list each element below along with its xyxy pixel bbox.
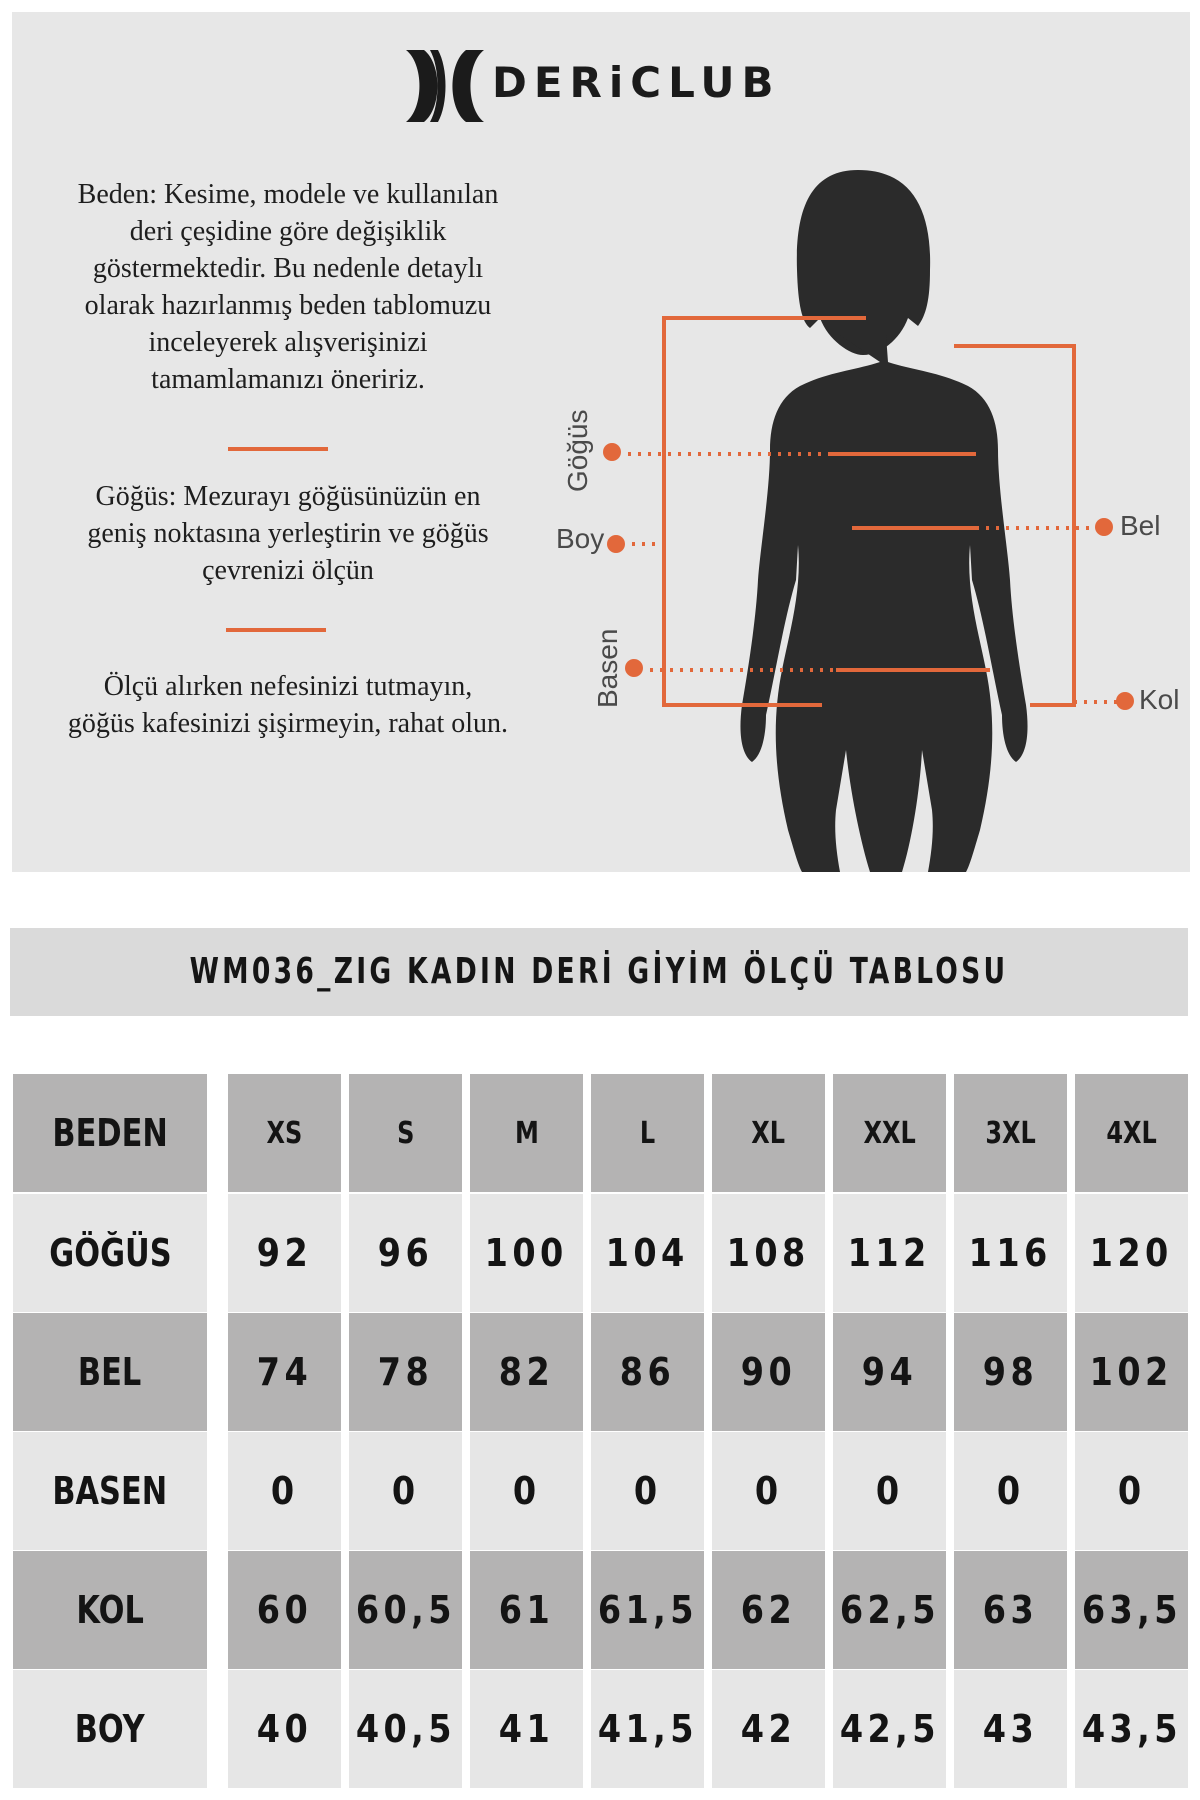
row-label-cell	[13, 1432, 207, 1550]
figure-head-shape	[797, 170, 930, 355]
sleeve-label: Kol	[1139, 684, 1180, 715]
height-label: Boy	[556, 523, 605, 554]
size-header-cell	[349, 1074, 462, 1192]
table-cell-text: 104	[605, 1231, 689, 1275]
table-cell	[1075, 1551, 1188, 1669]
chest-label: Göğüs	[562, 409, 593, 492]
table-cell	[712, 1670, 825, 1788]
sleeve-marker-dot	[1116, 692, 1134, 710]
table-cell-text: 0	[754, 1469, 783, 1513]
table-cell	[954, 1432, 1067, 1550]
info-paragraph-chest: Göğüs: Mezurayı göğüsünüzün en geniş noktasına yerleştirin ve göğüs çevrenizi ölçün	[87, 481, 489, 586]
table-cell-text: 0	[512, 1469, 541, 1513]
table-cell-text: 40,5	[355, 1707, 456, 1751]
table-cell-text: 0	[1117, 1469, 1146, 1513]
table-cell-text: 42,5	[839, 1707, 940, 1751]
waist-marker-dot	[1095, 518, 1113, 536]
table-cell	[954, 1194, 1067, 1312]
table-cell	[1075, 1670, 1188, 1788]
size-header-cell	[954, 1074, 1067, 1192]
size-header-cell	[833, 1074, 946, 1192]
table-cell	[228, 1670, 341, 1788]
size-header-cell	[591, 1074, 704, 1192]
table-cell-text: 108	[726, 1231, 810, 1275]
table-cell	[712, 1551, 825, 1669]
row-label-cell	[13, 1194, 207, 1312]
size-header-cell	[1075, 1074, 1188, 1192]
table-cell	[470, 1194, 583, 1312]
size-header-cell-text: XL	[751, 1115, 786, 1151]
table-cell-text: 112	[847, 1231, 931, 1275]
row-label-cell	[13, 1670, 207, 1788]
table-cell	[591, 1551, 704, 1669]
table-cell	[954, 1670, 1067, 1788]
table-cell-text: 43,5	[1081, 1707, 1182, 1751]
table-cell	[228, 1551, 341, 1669]
table-cell-text: 41,5	[597, 1707, 698, 1751]
info-paragraph-size: Beden: Kesime, modele ve kullanılan deri çeşidine göre değişiklik göstermektedir. Bu nedenle detaylı olarak hazırlanmış beden tablomuzu inceleyerek alışverişinizi tamamlamanızı öneririz.	[77, 179, 499, 395]
table-cell	[349, 1432, 462, 1550]
table-cell-text: 120	[1089, 1231, 1173, 1275]
divider	[228, 447, 328, 451]
table-cell-text: 41	[498, 1707, 555, 1751]
row-label-cell-text: GÖĞÜS	[48, 1231, 172, 1275]
table-cell	[470, 1670, 583, 1788]
table-cell	[228, 1313, 341, 1431]
table-cell-text: 74	[256, 1350, 313, 1394]
table-cell-text: 82	[498, 1350, 555, 1394]
hip-label: Basen	[592, 628, 623, 708]
table-cell	[349, 1313, 462, 1431]
table-cell	[1075, 1432, 1188, 1550]
divider	[226, 628, 326, 632]
table-cell-text: 63	[982, 1588, 1039, 1632]
header-label-cell	[13, 1074, 207, 1192]
table-cell-text: 42	[740, 1707, 797, 1751]
size-header-cell-text: L	[639, 1115, 656, 1151]
table-cell-text: 0	[270, 1469, 299, 1513]
table-cell-text: 94	[861, 1350, 918, 1394]
table-cell	[591, 1432, 704, 1550]
size-header-cell-text: 3XL	[985, 1115, 1036, 1151]
table-cell-text: 60,5	[355, 1588, 456, 1632]
table-cell	[954, 1313, 1067, 1431]
figure-body-shape	[740, 335, 1027, 872]
size-header-cell	[470, 1074, 583, 1192]
table-cell-text: 0	[996, 1469, 1025, 1513]
table-cell	[228, 1432, 341, 1550]
table-cell	[470, 1313, 583, 1431]
row-label-cell	[13, 1313, 207, 1431]
body-measurement-figure	[540, 150, 1190, 872]
table-cell-text: 40	[256, 1707, 313, 1751]
size-header-cell-text: XXL	[863, 1115, 916, 1151]
table-cell-text: 62	[740, 1588, 797, 1632]
table-cell-text: 61	[498, 1588, 555, 1632]
table-cell	[591, 1670, 704, 1788]
table-cell	[712, 1194, 825, 1312]
size-header-cell-text: 4XL	[1106, 1115, 1157, 1151]
table-cell-text: 60	[256, 1588, 313, 1632]
table-cell-text: 43	[982, 1707, 1039, 1751]
row-label-cell-text: BOY	[75, 1707, 145, 1751]
brand-logo	[402, 42, 822, 132]
size-table-title: WM036_ZIG KADIN DERİ GİYİM ÖLÇÜ TABLOSU	[189, 951, 1009, 992]
table-cell-text: 116	[968, 1231, 1052, 1275]
table-cell-text: 78	[377, 1350, 434, 1394]
table-cell-text: 0	[633, 1469, 662, 1513]
brand-name: DERiCLUB	[492, 58, 781, 107]
table-cell-text: 63,5	[1081, 1588, 1182, 1632]
table-cell-text: 92	[256, 1231, 313, 1275]
row-label-cell-text: BEL	[78, 1350, 142, 1394]
table-cell	[833, 1194, 946, 1312]
size-header-cell-text: XS	[266, 1115, 303, 1151]
table-cell	[833, 1551, 946, 1669]
table-cell	[470, 1432, 583, 1550]
table-cell-text: 86	[619, 1350, 676, 1394]
info-paragraph-tip: Ölçü alırken nefesinizi tutmayın, göğüs kafesinizi şişirmeyin, rahat olun.	[67, 671, 509, 739]
size-table-title-bar	[10, 928, 1188, 1016]
brand-mark-icon	[402, 46, 488, 126]
table-cell	[349, 1670, 462, 1788]
row-label-cell-text: KOL	[76, 1588, 144, 1632]
table-cell	[1075, 1313, 1188, 1431]
table-cell	[1075, 1194, 1188, 1312]
height-marker-dot	[607, 535, 625, 553]
table-cell	[591, 1194, 704, 1312]
table-cell-text: 98	[982, 1350, 1039, 1394]
size-header-cell-text: S	[396, 1115, 415, 1151]
table-cell-text: 61,5	[597, 1588, 698, 1632]
table-cell-text: 0	[391, 1469, 420, 1513]
row-label-cell	[13, 1551, 207, 1669]
size-header-cell-text: M	[514, 1115, 539, 1151]
header-label-cell-text: BEDEN	[52, 1111, 168, 1155]
table-cell	[833, 1432, 946, 1550]
table-cell	[349, 1551, 462, 1669]
table-cell	[470, 1551, 583, 1669]
chest-marker-dot	[603, 443, 621, 461]
table-cell-text: 90	[740, 1350, 797, 1394]
table-cell-text: 102	[1089, 1350, 1173, 1394]
table-cell	[712, 1432, 825, 1550]
table-cell	[833, 1670, 946, 1788]
size-header-cell	[228, 1074, 341, 1192]
waist-label: Bel	[1120, 510, 1161, 541]
table-cell-text: 62,5	[839, 1588, 940, 1632]
hip-marker-dot	[625, 659, 643, 677]
table-cell-text: 100	[484, 1231, 568, 1275]
size-header-cell	[712, 1074, 825, 1192]
table-cell	[954, 1551, 1067, 1669]
table-cell-text: 0	[875, 1469, 904, 1513]
table-cell	[712, 1313, 825, 1431]
table-cell	[349, 1194, 462, 1312]
table-cell-text: 96	[377, 1231, 434, 1275]
table-cell	[228, 1194, 341, 1312]
table-cell	[591, 1313, 704, 1431]
table-cell	[833, 1313, 946, 1431]
row-label-cell-text: BASEN	[52, 1469, 168, 1513]
